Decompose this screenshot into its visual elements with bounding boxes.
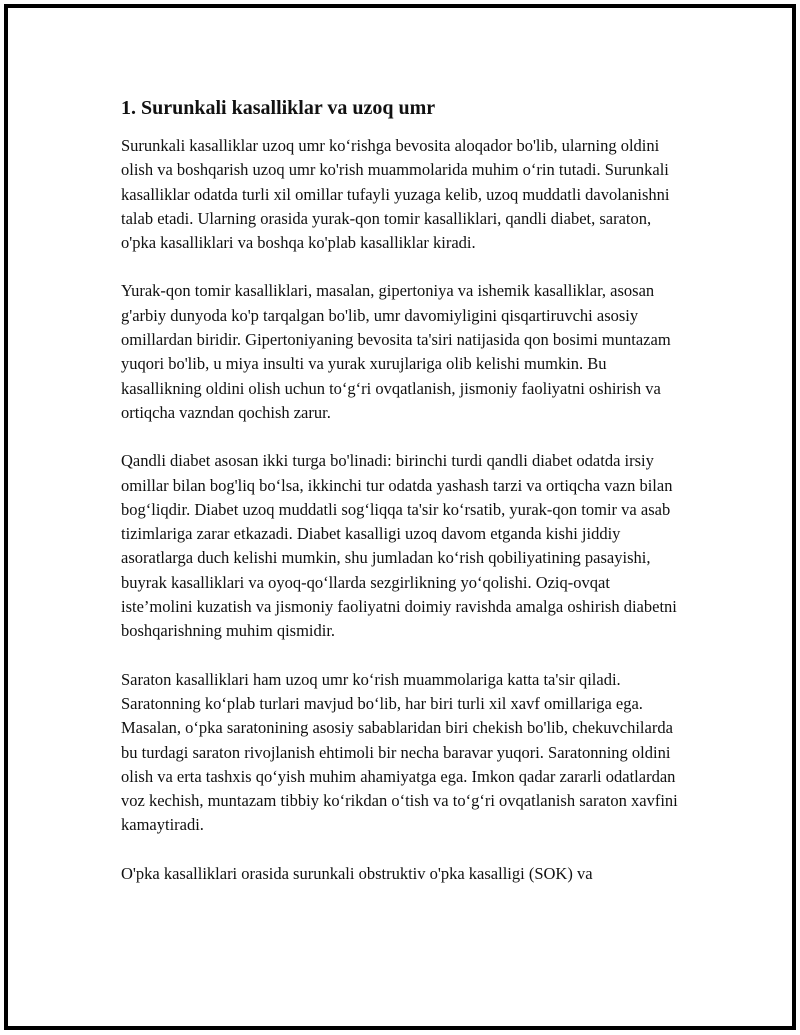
paragraph-3: Qandli diabet asosan ikki turga bo'linadi: birinchi turdi qandli diabet odatda irsiy omillar bilan bog'liq bo‘lsa, ikkinchi tur odatda yashash tarzi va ortiqcha vazn bilan bog‘liqdir. Diabet uzoq muddatli sog‘liqqa ta'sir ko‘rsatib, yurak-qon tomir va asab tizimlariga zarar etkazadi. Diabet kasalligi uzoq davom etganda kishi jiddiy asoratlarga duch kelishi mumkin, shu jumladan ko‘rish qobiliyatining pasayishi, buyrak kasalliklari va oyoq-qo‘llarda sezgirlikning yo‘qolishi. Oziq-ovqat iste’molini kuzatish va jismoniy faoliyatni doimiy ravishda amalga oshirish diabetni boshqarishning muhim qismidir. xyxy=(121,451,677,641)
paragraph-5: O'pka kasalliklari orasida surunkali obstruktiv o'pka kasalligi (SOK) va xyxy=(121,863,593,883)
section-heading: 1. Surunkali kasalliklar va uzoq umr xyxy=(121,97,436,119)
document-body xyxy=(121,94,681,910)
paragraph-1: Surunkali kasalliklar uzoq umr ko‘rishga bevosita aloqador bo'lib, ularning oldini olish va boshqarish uzoq umr ko'rish muammolarida muhim o‘rin tutadi. Surunkali kasalliklar odatda turli xil omillar tufayli yuzaga kelib, uzoq muddatli davolanishni talab etadi. Ularning orasida yurak-qon tomir kasalliklari, qandli diabet, saraton, o'pka kasalliklari va boshqa ko'plab kasalliklar kiradi. xyxy=(121,136,670,253)
page-frame xyxy=(4,4,796,1030)
paragraph-4: Saraton kasalliklari ham uzoq umr ko‘rish muammolariga katta ta'sir qiladi. Saratonning ko‘plab turlari mavjud bo‘lib, har biri turli xil xavf omillariga ega. Masalan, o‘pka saratonining asosiy sabablaridan biri chekish bo'lib, chekuvchilarda bu turdagi saraton rivojlanish ehtimoli bir necha baravar yuqori. Saratonning oldini olish va erta tashxis qo‘yish muhim ahamiyatga ega. Imkon qadar zararli odatlardan voz kechish, muntazam tibbiy ko‘rikdan o‘tish va to‘g‘ri ovqatlanish saraton xavfini kamaytiradi. xyxy=(121,669,678,835)
paragraph-2: Yurak-qon tomir kasalliklari, masalan, gipertoniya va ishemik kasalliklar, asosan g'arbiy dunyoda ko'p tarqalgan bo'lib, umr davomiyligini qisqartiruvchi asosiy omillardan biridir. Gipertoniyaning bevosita ta'siri natijasida qon bosimi muntazam yuqori bo'lib, u miya insulti va yurak xurujlariga olib kelishi mumkin. Bu kasallikning oldini olish uchun to‘g‘ri ovqatlanish, jismoniy faoliyatni oshirish va ortiqcha vazndan qochish zarur. xyxy=(121,281,671,422)
